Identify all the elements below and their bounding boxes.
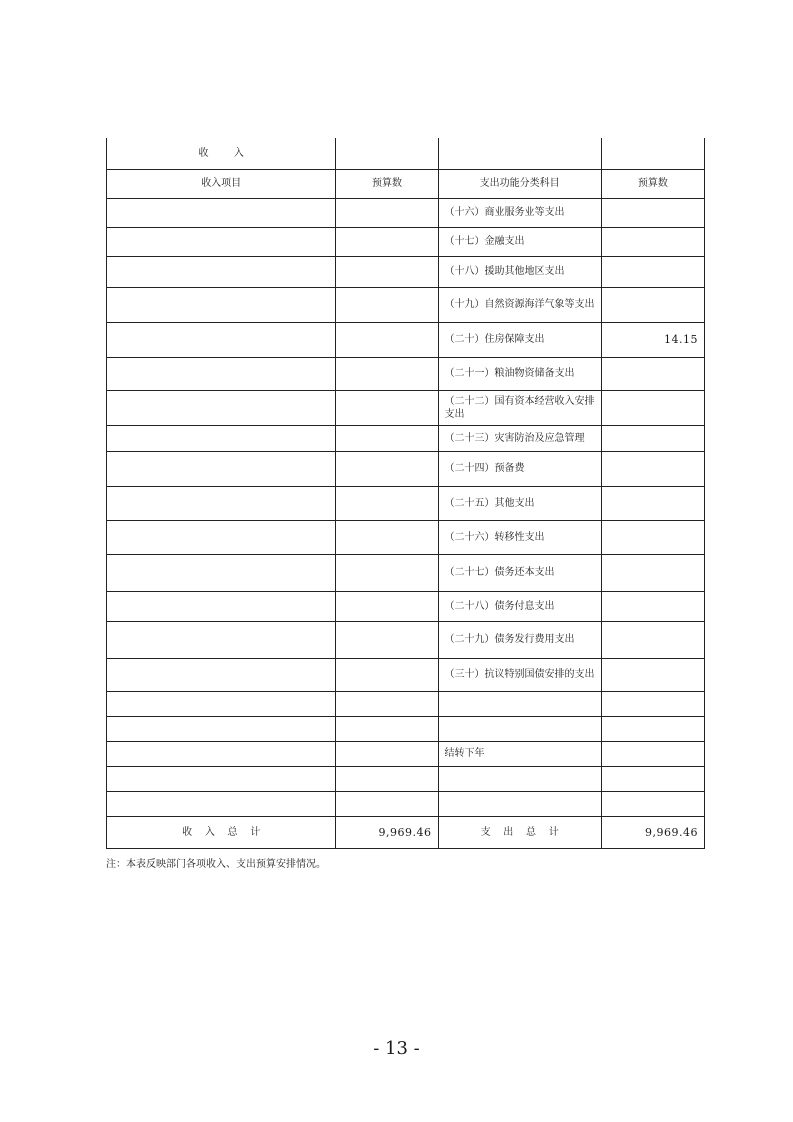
section-header-row — [107, 138, 705, 169]
table-row — [107, 766, 705, 791]
table-row — [107, 591, 705, 621]
table-row — [107, 287, 705, 322]
table-row — [107, 741, 705, 766]
expense-item: （二十一）粮油物资储备支出 — [438, 357, 601, 390]
budget-table — [106, 138, 705, 849]
expense-item: （十八）援助其他地区支出 — [438, 256, 601, 287]
table-row — [107, 227, 705, 256]
table-row — [107, 716, 705, 741]
table-row — [107, 256, 705, 287]
column-header-expense-item: 支出功能分类科目 — [438, 169, 601, 198]
expense-item: （二十）住房保障支出 — [438, 322, 601, 357]
expense-item: （二十五）其他支出 — [438, 486, 601, 520]
table-row — [107, 451, 705, 486]
table-row — [107, 486, 705, 520]
income-total-amount: 9,969.46 — [336, 816, 438, 848]
expense-item: （三十）抗议特别国债安排的支出 — [438, 658, 601, 691]
table-row — [107, 322, 705, 357]
expense-item: （十六）商业服务业等支出 — [438, 198, 601, 227]
income-section-header: 收 入 — [107, 138, 336, 169]
expense-item: （二十八）债务付息支出 — [438, 591, 601, 621]
expense-item: 结转下年 — [438, 741, 601, 766]
table-row — [107, 554, 705, 591]
expense-item: （二十四）预备费 — [438, 451, 601, 486]
column-header-income-amount: 预算数 — [336, 169, 438, 198]
table-note: 注：本表反映部门各项收入、支出预算安排情况。 — [106, 859, 326, 870]
expense-amount: 14.15 — [601, 322, 704, 357]
expense-total-amount: 9,969.46 — [601, 816, 704, 848]
expense-item: （二十七）债务还本支出 — [438, 554, 601, 591]
page-number: - 13 - — [373, 1038, 420, 1059]
column-header-row — [107, 169, 705, 198]
column-header-expense-amount: 预算数 — [601, 169, 704, 198]
table-row — [107, 198, 705, 227]
totals-row — [107, 816, 705, 848]
table-row — [107, 425, 705, 451]
expense-item: （十七）金融支出 — [438, 227, 601, 256]
expense-item: （二十九）债务发行费用支出 — [438, 621, 601, 658]
expense-total-label: 支 出 总 计 — [438, 816, 601, 848]
column-header-income-item: 收入项目 — [107, 169, 336, 198]
table-row — [107, 621, 705, 658]
expense-item: （十九）自然资源海洋气象等支出 — [438, 287, 601, 322]
expense-item: （二十二）国有资本经营收入安排支出 — [438, 390, 601, 425]
table-row — [107, 390, 705, 425]
expense-item: （二十六）转移性支出 — [438, 520, 601, 554]
income-total-label: 收 入 总 计 — [107, 816, 336, 848]
expense-item: （二十三）灾害防治及应急管理 — [438, 425, 601, 451]
table-row — [107, 357, 705, 390]
table-row — [107, 520, 705, 554]
table-row — [107, 658, 705, 691]
table-row — [107, 691, 705, 716]
table-row — [107, 791, 705, 816]
